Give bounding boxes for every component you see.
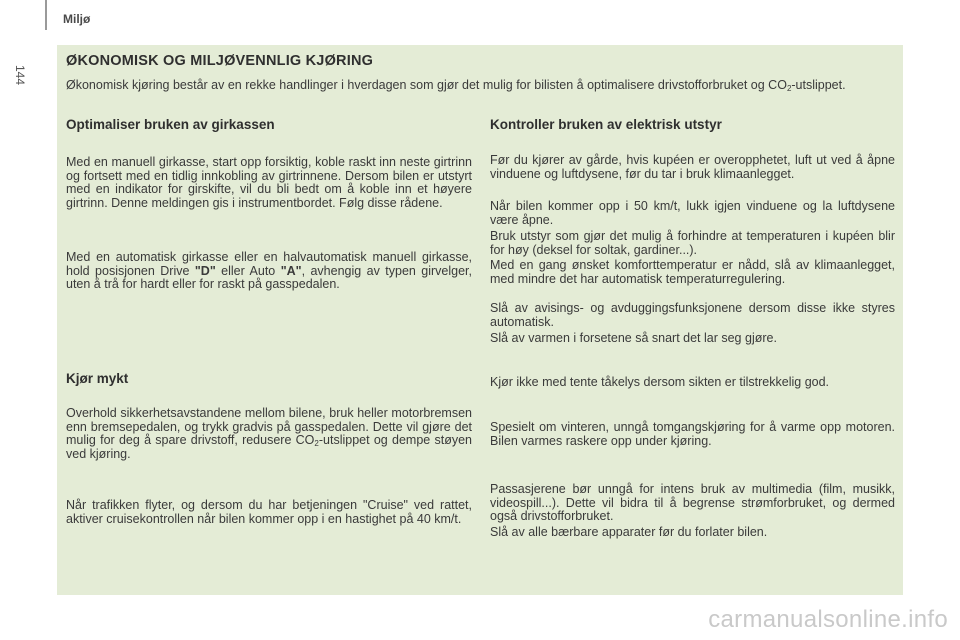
smooth-driving-heading: Kjør mykt bbox=[66, 371, 129, 386]
electrical-paragraph-10: Slå av alle bærbare apparater før du forlater bilen. bbox=[490, 525, 768, 539]
gearbox-heading: Optimaliser bruken av girkassen bbox=[66, 117, 275, 132]
gearbox-automatic-paragraph: Med en automatisk girkasse eller en halvautomatisk manuell girkasse, hold posisjonen Drive "D" eller Auto "A", avhengig av typen girvelger, uten å trå for hardt eller for raskt på gasspedalen. bbox=[66, 250, 472, 291]
section-title: Miljø bbox=[63, 12, 91, 26]
page-number: 144 bbox=[13, 64, 27, 86]
margin-rule bbox=[45, 0, 47, 30]
page-heading: ØKONOMISK OG MILJØVENNLIG KJØRING bbox=[66, 53, 374, 69]
intro-paragraph: Økonomisk kjøring består av en rekke handlinger i hverdagen som gjør det mulig for bilisten å optimalisere drivstofforbruket og $CO_2$-utslippet. bbox=[66, 78, 846, 93]
electrical-paragraph-4: Med en gang ønsket komforttemperatur er nådd, slå av klimaanlegget, med mindre det har automatisk temperaturregulering. bbox=[490, 258, 895, 286]
electrical-paragraph-1: Før du kjører av gårde, hvis kupéen er overopphetet, luft ut ved å åpne vinduene og luftdysene, før du tar i bruk klimaanlegget. bbox=[490, 153, 895, 181]
electrical-paragraph-3: Bruk utstyr som gjør det mulig å forhindre at temperaturen i kupéen blir for høy (deksel for soltak, gardiner...). bbox=[490, 229, 895, 257]
content-panel bbox=[57, 45, 903, 595]
electrical-paragraph-6: Slå av varmen i forsetene så snart det lar seg gjøre. bbox=[490, 331, 777, 345]
cruise-paragraph: Når trafikken flyter, og dersom du har betjeningen "Cruise" ved rattet, aktiver cruisekontrollen når bilen kommer opp i en hastighet på 40 km/t. bbox=[66, 498, 472, 526]
electrical-paragraph-2: Når bilen kommer opp i 50 km/t, lukk igjen vinduene og la luftdysene være åpne. bbox=[490, 199, 895, 227]
electrical-paragraph-5: Slå av avisings- og avduggingsfunksjonene dersom disse ikke styres automatisk. bbox=[490, 301, 895, 329]
gearbox-manual-paragraph: Med en manuell girkasse, start opp forsiktig, koble raskt inn neste girtrinn og fortsett med en tidlig innkobling av girtrinnene. Dersom bilen er utstyrt med en indikator for girskifte, vil du bli bedt om å koble inn et høyere girtrinn. Denne meldingen gis i instrumentbordet. Følg disse rådene. bbox=[66, 155, 472, 210]
electrical-paragraph-9: Passasjerene bør unngå for intens bruk av multimedia (film, musikk, videospill...). Dette vil bidra til å begrense strømforbruket, og dermed også drivstofforbruket. bbox=[490, 482, 895, 523]
electrical-heading: Kontroller bruken av elektrisk utstyr bbox=[490, 117, 722, 132]
electrical-paragraph-8: Spesielt om vinteren, unngå tomgangskjøring for å varme opp motoren. Bilen varmes raskere opp under kjøring. bbox=[490, 420, 895, 448]
electrical-paragraph-7: Kjør ikke med tente tåkelys dersom sikten er tilstrekkelig god. bbox=[490, 375, 830, 389]
watermark: carmanualsonline.info bbox=[708, 606, 948, 633]
smooth-driving-paragraph: Overhold sikkerhetsavstandene mellom bilene, bruk heller motorbremsen enn bremsepedalen, og trykk gradvis på gasspedalen. Dette vil gjøre det mulig for deg å spare drivstoff, redusere $CO_2$-utslippet og dempe støyen ved kjøring. bbox=[66, 406, 472, 461]
